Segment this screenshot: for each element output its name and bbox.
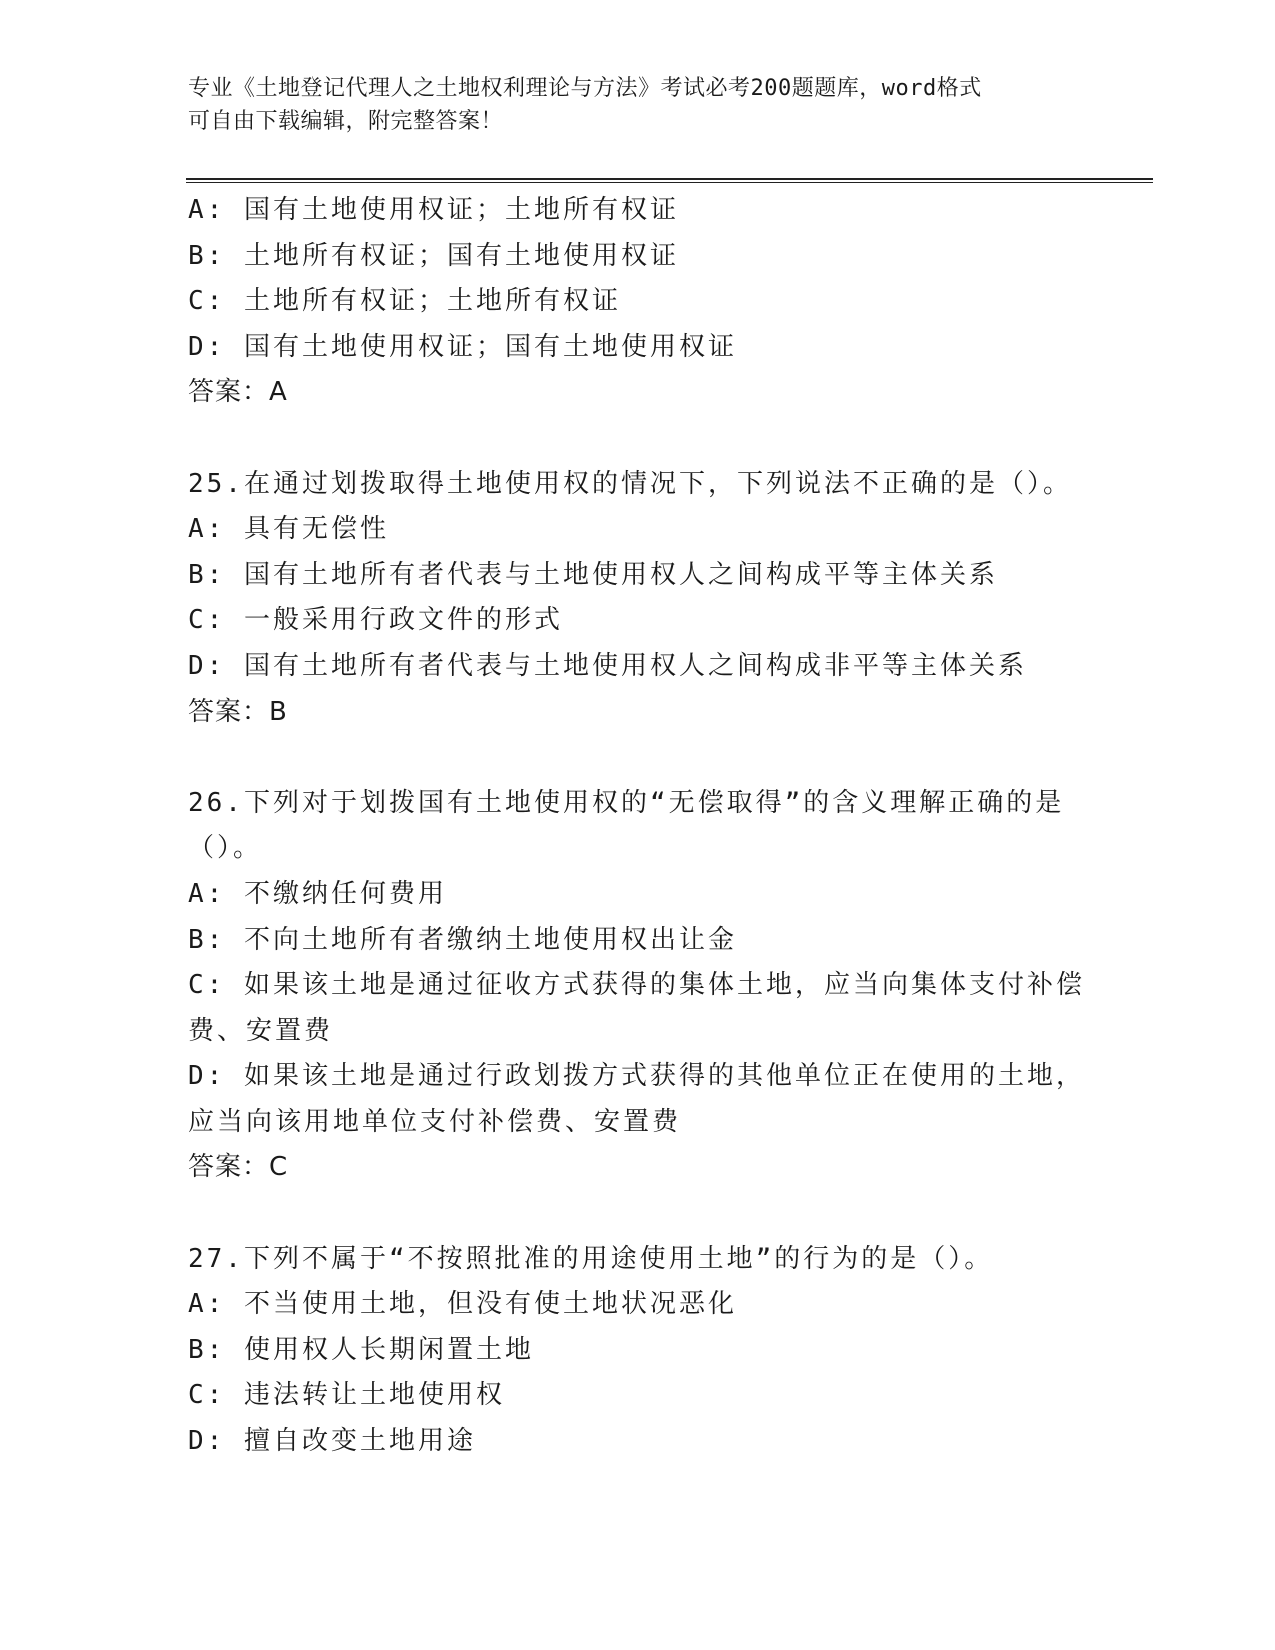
option-c: C: 土地所有权证；土地所有权证	[188, 286, 621, 317]
question-25-block	[188, 462, 1088, 736]
option-a: A: 具有无偿性	[188, 514, 389, 545]
option-d: D: 擅自改变土地用途	[188, 1426, 476, 1457]
option-b: B: 国有土地所有者代表与土地使用权人之间构成平等主体关系	[188, 559, 998, 590]
option-c: C: 如果该土地是通过征收方式获得的集体土地，应当向集体支付补偿费、安置费	[188, 970, 1085, 1046]
answer: 答案：B	[188, 696, 288, 727]
option-a: A: 不缴纳任何费用	[188, 878, 447, 909]
option-a: A: 国有土地使用权证；土地所有权证	[188, 195, 679, 225]
question-stem: 27.下列不属于“不按照批准的用途使用土地”的行为的是（）。	[188, 1243, 994, 1274]
option-b: B: 土地所有权证；国有土地使用权证	[188, 240, 679, 271]
option-d: D: 国有土地使用权证；国有土地使用权证	[188, 331, 737, 362]
answer: 答案：A	[188, 377, 288, 408]
question-24-block	[188, 188, 1088, 416]
question-stem: 26.下列对于划拨国有土地使用权的“无偿取得”的含义理解正确的是（）。	[188, 787, 1065, 864]
document-header	[188, 72, 1088, 138]
header-line-1: 专业《土地登记代理人之土地权利理论与方法》考试必考200题题库，word格式	[188, 76, 982, 101]
header-line-2: 可自由下载编辑，附完整答案！	[188, 109, 504, 134]
header-divider	[186, 178, 1153, 184]
question-26-block	[188, 781, 1088, 1191]
option-b: B: 使用权人长期闲置土地	[188, 1334, 534, 1365]
answer: 答案：C	[188, 1152, 289, 1183]
option-c: C: 一般采用行政文件的形式	[188, 605, 563, 636]
question-stem: 25.在通过划拨取得土地使用权的情况下，下列说法不正确的是（）。	[188, 468, 1072, 499]
option-b: B: 不向土地所有者缴纳土地使用权出让金	[188, 924, 737, 955]
option-c: C: 违法转让土地使用权	[188, 1380, 505, 1411]
option-d: D: 国有土地所有者代表与土地使用权人之间构成非平等主体关系	[188, 650, 1027, 681]
option-d: D: 如果该土地是通过行政划拨方式获得的其他单位正在使用的土地，应当向该用地单位支付补偿费、安置费	[188, 1061, 1085, 1137]
question-27-block	[188, 1237, 1088, 1465]
document-body	[188, 188, 1088, 1465]
option-a: A: 不当使用土地，但没有使土地状况恶化	[188, 1289, 737, 1320]
